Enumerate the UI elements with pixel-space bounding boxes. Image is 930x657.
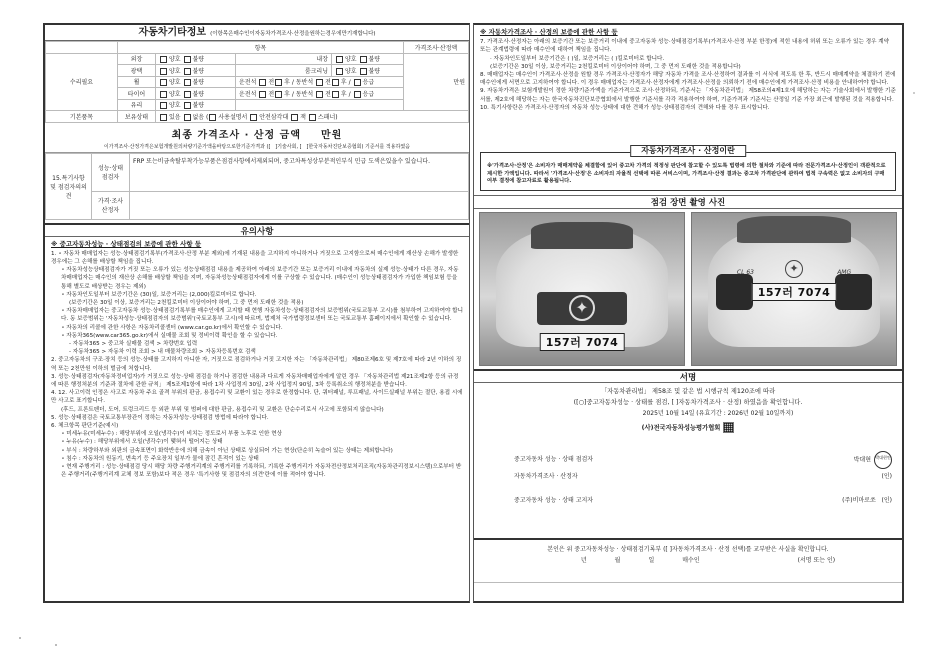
wheel-passenger-rear-checkbox[interactable] xyxy=(332,79,339,86)
month-field[interactable]: 월 xyxy=(614,556,621,564)
buyer-confirm-text: 본인은 위 중고자동차성능 · 상태점검기록부 ([ ]자동차가격조사 · 산정 선택)를 교부받은 사실을 확인합니다. xyxy=(547,545,829,553)
price-definition-text: ※'가격조사·산정'은 소비자가 매매계약을 체결함에 있어 중고차 가격의 적정성 판단에 참고할 수 있도록 법령에 의한 절차와 기준에 따라 전문가격조사·산정인이 객관적으로 제시한 가액입니다. 따라서 '가격조사·산정'은 소비자의 자율적 선택에 따른 서비스이며, 가격조사·산정 결과는 중고차 가격판단에 관하여 법적 구속력은 없고 소비자의 구매여부 결정에 참고자료로 활용됩니다. xyxy=(487,163,886,185)
notice-item: ∘ 부식 : 차량하부와 외판의 금속표면이 화학반응에 의해 금속이 아닌 상태로 상실되어 가는 현상(단순히 녹슬어 있는 상태는 제외합니다) xyxy=(61,447,393,454)
vehicle-info-table xyxy=(45,41,469,123)
inspector-opinion-text[interactable]: FRP 또는비금속탈부착가능부품은점검사항에서제외되며, 중고차특성상부분적인부식 민급 도색은있을수 있습니다. xyxy=(130,153,469,191)
buyer-signature-field[interactable]: (서명 또는 인) xyxy=(797,556,836,564)
row-glass: 유리 양호 불량 xyxy=(46,99,469,111)
notice-item: (후드, 프론트펜더, 도어, 트렁크리드 등 외판 부위 및 범퍼에 대한 판금, 용접수리 및 교환은 단순수리로서 사고에 포함되지 않습니다) xyxy=(61,406,384,413)
tire-driver-rear-checkbox[interactable] xyxy=(275,91,282,98)
notice-item: - 자동차365 > 중고차 실매물 검색 > 차량번호 입력 xyxy=(69,340,198,347)
scan-speck xyxy=(55,644,57,646)
rear-window xyxy=(737,216,851,243)
signature-section xyxy=(474,383,902,538)
tire-passenger-rear-checkbox[interactable] xyxy=(332,91,339,98)
jack-checkbox[interactable] xyxy=(291,114,298,121)
wheel-driver-rear-checkbox[interactable] xyxy=(275,79,282,86)
notice-item: ∘ 자동차의 리콜에 관한 사항은 자동차리콜센터 (www.car.go.kr)에서 확인할 수 있습니다. xyxy=(61,324,283,331)
tire-good-checkbox[interactable] xyxy=(160,91,167,98)
gloss-bad-checkbox[interactable] xyxy=(184,68,191,75)
right-panel xyxy=(473,23,904,603)
price-notice-heading: ※ 자동차가격조사 · 산정의 보증에 관한 사항 등 xyxy=(480,28,618,36)
notice-item: ∘ 현재 주행거리 : 성능·상태점검 당시 해당 차량 주행거리계의 주행거리를 기록하되, 기록한 주행거리가 자동차전산정보처리조직(자동차관리정보시스템)으로부터 받은 주행거리(주행거리계 교체 정보 포함)보다 적은 경우 '특기사항 및 점검자의 의견'란에 이를 적어야 합니다. xyxy=(61,463,462,479)
opinion-section-label: 15.특기사항 및 점검자의의견 xyxy=(46,153,92,219)
glass-good-checkbox[interactable] xyxy=(160,102,167,109)
row-basic-items: 기본품목 보유상태 있음 없음 ( 사용설명서 안전삼각대 잭 스패너) xyxy=(46,111,469,123)
tire-driver-front-checkbox[interactable] xyxy=(259,91,266,98)
notifier-seal[interactable]: (인) xyxy=(881,496,892,504)
appraiser-opinion-text[interactable] xyxy=(130,191,469,219)
final-price-label: 최종 가격조사 · 산정 금액 xyxy=(171,129,301,141)
exterior-good-checkbox[interactable] xyxy=(160,56,167,63)
notice-item: ∘ 자동차인도일부터 보증기간은 (30)일, 보증거리는 (2,000)킬로미터로 합니다. xyxy=(61,291,257,298)
right-taillight xyxy=(835,274,872,310)
header-price: 가격조사·산정액 xyxy=(404,42,469,54)
notice-item: ∘ 자동차365(www.car365.go.kr)에서 실매물 조회 및 정비이력 확인을 할 수 있습니다. xyxy=(61,332,278,339)
notice-item: 5. 성능·상태점검은 국토교통부장관이 정하는 자동차성능·상태점검 방법에 따라야 합니다. xyxy=(51,414,269,421)
qr-code-icon xyxy=(723,422,734,433)
price-notice-item: · 자동차인도일부터 보증기간은 ( )일, 보증거리는 ( )킬로미터로 합니다. xyxy=(490,55,665,62)
notice-heading: ※ 중고자동차성능 · 상태점검의 보증에 관한 사항 등 xyxy=(51,239,202,248)
notice-item: ∘ 미세누유(미세누수) : 해당부위에 오일(냉각수)이 비치는 정도로서 부품 노후로 인한 현상 xyxy=(61,431,283,438)
row-tire: 타이어 양호 불량 운전석 전 후 / 동반석 전 후 / 응급 xyxy=(46,88,469,100)
notifier-row: 중고자동차 성능 · 상태 고지자 (주)비마로쏘 (인) xyxy=(514,496,892,504)
law-line: 「자동차관리법」 제58조 및 같은 법 시행규칙 제120조에 따라 xyxy=(600,387,776,395)
opinion-table: 15.특기사항 및 점검자의의견 성능·상태 점검자 FRP 또는비금속탈부착가능부품은점검사항에서제외되며, 중고차특성상부분적인부식 민급 도색은있을수 있습니다. 가격·조사 산정자 xyxy=(45,153,469,220)
interior-bad-checkbox[interactable] xyxy=(360,56,367,63)
row-exterior: 수리필요 외장 양호 불량 내장 양호 불량 만원 xyxy=(46,53,469,65)
inspector-row: 중고자동차 성능 · 상태 점검자 박대현 박대현인 xyxy=(514,451,892,469)
scan-speck xyxy=(19,637,21,639)
photo-section-title: 점검 장면 촬영 사진 xyxy=(474,195,902,209)
price-notice-item: 10. 특기사항란은 가격조사·산정자의 자동차 성능·상태에 대한 견해가 성능·상태점검자의 견해와 다를 경우 표시합니다. xyxy=(480,104,770,111)
possession-yes-checkbox[interactable] xyxy=(160,114,167,121)
notifier-name: (주)비마로쏘 xyxy=(842,496,876,504)
wheel-passenger-front-checkbox[interactable] xyxy=(316,79,323,86)
price-definition-title: 자동차가격조사 · 산정이란 xyxy=(630,145,746,157)
spanner-checkbox[interactable] xyxy=(309,114,316,121)
buyer-label: 매수인 xyxy=(682,556,700,564)
vehicle-info-title-note: (이항목은매수인이자동차가격조사·산정을원하는경우에만기재합니다) xyxy=(210,31,376,37)
tire-emergency-checkbox[interactable] xyxy=(354,91,361,98)
day-field[interactable]: 일 xyxy=(648,556,655,564)
inspector-seal-icon: 박대현인 xyxy=(874,451,892,469)
front-license-plate: 157러 7074 xyxy=(540,333,625,351)
cleaning-bad-checkbox[interactable] xyxy=(360,68,367,75)
amg-badge: AMG xyxy=(837,269,852,277)
manual-checkbox[interactable] xyxy=(209,114,216,121)
price-notice-item: (보증기간은 30일 이상, 보증거리는 2천킬로미터 이상이어야 하며, 그 중 먼저 도래한 것을 적용합니다) xyxy=(490,63,741,70)
wheel-good-checkbox[interactable] xyxy=(160,79,167,86)
price-notice-item: 8. 매매업자는 매수인이 가격조사·산정을 원할 경우 가격조사·산정자가 해당 자동차 가격을 조사·산정하여 결과를 이 서식에 적도록 한 후, 반드시 매매계약을 체결하기 전에 매수인에게 서면으로 고지하여야 합니다. 이 경우 매매업자는 가격조사·산정자에게 가격조사·산정을 의뢰하기 전에 매수인에게 가격조사·산정 비용을 안내하여야 합니다. xyxy=(480,72,896,87)
notice-title: 유의사항 xyxy=(45,223,469,237)
interior-good-checkbox[interactable] xyxy=(336,56,343,63)
final-price-row xyxy=(45,123,469,153)
windshield xyxy=(531,222,633,249)
cleaning-good-checkbox[interactable] xyxy=(336,68,343,75)
tire-bad-checkbox[interactable] xyxy=(184,91,191,98)
year-field[interactable]: 년 xyxy=(580,556,587,564)
front-photo xyxy=(479,212,685,366)
inspector-name: 박대현 xyxy=(853,456,871,464)
appraiser-row: 자동차가격조사 · 산정자 (인) xyxy=(514,472,892,480)
notice-item: 4. 12. 사고이력 인정은 사고로 자동차 주요 골격 부위의 판금, 용접수리 및 교환이 있는 경우로 한정합니다. 단, 쿼터패널, 루프패널, 사이드실패널 부위는 절단, 용접 시에만 사고로 표기합니다. xyxy=(51,390,463,405)
wheel-bad-checkbox[interactable] xyxy=(184,79,191,86)
possession-no-checkbox[interactable] xyxy=(184,114,191,121)
row-wheel: 휠 양호 불량 운전석 전 후 / 동반석 전 후 / 응급 xyxy=(46,76,469,88)
triangle-checkbox[interactable] xyxy=(250,114,257,121)
notice-item: 2. 중고자동차의 구조·장치 등의 성능·상태를 고지하지 아니한 자, 거짓으로 점검하거나 거짓 고지한 자는 「자동차관리법」 제80조제6호 및 제7호에 따라 2년 이하의 징역 또는 2천만원 이하의 벌금에 처합니다. xyxy=(51,357,462,372)
rear-license-plate: 157러 7074 xyxy=(752,283,837,301)
basic-items-label: 기본품목 xyxy=(46,111,118,123)
price-notice-item: 9. 자동차가격은 보험개발원이 정한 차량기준가액을 기준가격으로 조사·산정하되, 기준서는 「자동차관리법」 제58조의4제1호에 해당하는 자는 기술사회에서 발행한 기준서를, 제2호에 해당하는 자는 한국자동차진단보증협회에서 발행한 기준서를 각각 적용하여야 하며, 기준가격과 기준서는 산정일 기준 가장 최근에 발행된 것을 적용합니다. xyxy=(480,88,896,103)
mercedes-star-icon: ✦ xyxy=(569,295,595,321)
notice-item: 3. 성능·상태점검자(자동차정비업자)가 거짓으로 성능·상태 점검을 하거나 점검한 내용과 다르게 자동차매매업자에게 알린 경우 「자동차관리법 제21조제2항 등의 규정에 따른 행정처분의 기준과 절차에 관한 규칙」 제5조제1항에 따라 1차 사업정지 30일, 2차 사업정지 90일, 3차 등록취소의 행정처분을 받습니다. xyxy=(51,373,459,388)
price-amount-cell[interactable]: 만원 xyxy=(404,53,469,111)
info-header-row xyxy=(46,42,469,54)
notice-item: 1. ∘ 자동차 매매업자는 성능·상태점검기록부(가격조사·산정 부분 제외)에 기재된 내용을 고지하지 아니하거나 거짓으로 고지함으로써 매수인에게 재산상 손해가 발생한 경우에는 그 손해를 배상할 책임을 집니다. xyxy=(51,250,459,265)
row-gloss: 광택 양호 불량 룸크리닝 양호 불량 xyxy=(46,65,469,77)
rear-photo xyxy=(691,212,897,366)
repair-group-label: 수리필요 xyxy=(46,53,118,111)
issue-date: 2025년 10월 14일 (유효기간 : 2026년 02월 10일까지) xyxy=(642,409,794,417)
organization: (사)전국자동차성능평가협회 xyxy=(482,422,894,434)
notice-item: ∘ 침수 : 자동차의 원동기, 변속기 등 주요장치 일부가 물에 잠긴 흔적이 있는 상태 xyxy=(61,455,259,462)
model-badge: CL 63 xyxy=(736,269,754,277)
divider xyxy=(474,582,902,583)
tire-passenger-front-checkbox[interactable] xyxy=(316,91,323,98)
wheel-emergency-checkbox[interactable] xyxy=(354,79,361,86)
buyer-confirm-section xyxy=(474,538,902,566)
notice-item: 6. 체크항목 판단기준(예시) xyxy=(51,422,119,429)
notice-item: (보증기간은 30일 이상, 보증거리는 2천킬로미터 이상이어야 하며, 그 중 먼저 도래한 것을 적용) xyxy=(69,299,304,306)
notice-item: ∘ 자동차성능상태점검자가 거짓 또는 오류가 있는 성능상태점검 내용을 제공하여 아래의 보증기간 또는 보증거리 이내에 자동차의 실제 성능·상태가 다른 경우, 자동차매매업자는 매수인의 재산상 손해를 배상할 책임을 지며, 자동차성능상태점검자에게 이를 구상할 수 있습니다. (매수인이 성능상태점검자가 가입한 책임보험 등을 통해 별도로 배상받는 경우는 제외) xyxy=(61,267,459,290)
final-price-unit[interactable]: 만원 xyxy=(321,129,343,141)
left-panel xyxy=(43,23,470,603)
price-notice-item: 7. 가격조사·산정자는 아래의 보증기간 또는 보증거리 이내에 중고자동차 성능·상태점검기록부(가격조사·산정 부분 한정)에 적힌 내용에 허위 또는 오류가 있는 경우 계약 또는 관계법령에 따라 매수인에 대하여 책임을 집니다. xyxy=(480,39,890,54)
notice-body xyxy=(45,237,469,483)
appraiser-seal[interactable]: (인) xyxy=(881,472,892,480)
header-item: 항목 xyxy=(118,42,404,54)
glass-bad-checkbox[interactable] xyxy=(184,102,191,109)
notice-item: ∘ 자동차매매업자는 중고자동차 성능·상태점검기록부를 매수인에게 고지할 때 현행 자동차성능·상태점검자의 보증범위(국토교통부 고시)를 첨부하여 고지하여야 합니다. 동 보증범위는 '자동차성능·상태점검자의 보증범위'(국토교통부 고시)에 따르며, 법제처 국가법령정보센터 또는 국토교통부 홈페이지에서 확인할 수 있습니다. xyxy=(61,308,463,323)
price-definition-box xyxy=(480,146,896,191)
mercedes-star-icon: ✦ xyxy=(785,260,803,278)
wheel-driver-front-checkbox[interactable] xyxy=(259,79,266,86)
notice-item: - 자동차365 > 자동차 이력 조회 > 내 매물차량조회 > 자동차등록번호 검색 xyxy=(69,349,256,356)
final-price-note: 이가격조사·산정가격은보험개발원의차량기준가액을바탕으로한기준가격과 ([ ]기술사회, [ ]한국자동차진단보증협회) 기준서를 적용하였음 xyxy=(103,143,411,150)
scan-speck xyxy=(913,92,915,94)
price-notice-body xyxy=(474,25,902,150)
photo-row xyxy=(474,209,902,369)
notice-item: ∘ 누유(누수) : 해당부위에서 오일(냉각수)이 맺혀서 떨어지는 상태 xyxy=(61,439,223,446)
vehicle-info-title: 자동차기타정보 (이항목은매수인이자동차가격조사·산정을원하는경우에만기재합니다) xyxy=(45,25,469,41)
gloss-good-checkbox[interactable] xyxy=(160,68,167,75)
exterior-bad-checkbox[interactable] xyxy=(184,56,191,63)
signature-title: 서명 xyxy=(474,369,902,383)
left-taillight xyxy=(716,274,753,310)
confirm-line: ([○]중고자동차성능 · 상태를 점검, [ ]자동차가격조사 · 산정) 하였음을 확인합니다. xyxy=(573,398,803,406)
